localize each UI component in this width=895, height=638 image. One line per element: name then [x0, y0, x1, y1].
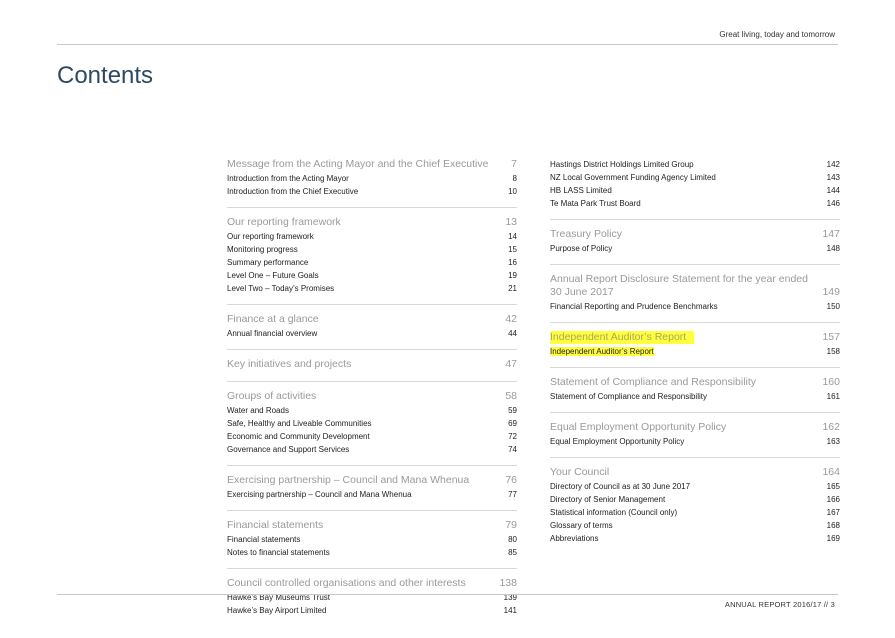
- toc-section-title: Our reporting framework: [227, 216, 341, 228]
- toc-entry[interactable]: [227, 591, 517, 604]
- footer-page-label: ANNUAL REPORT 2016/17 // 3: [724, 600, 835, 609]
- toc-entry-label: Our reporting framework: [227, 232, 314, 241]
- toc-entry[interactable]: [550, 480, 840, 493]
- toc-entry-label: Abbreviations: [550, 534, 599, 543]
- toc-entry[interactable]: [227, 185, 517, 198]
- toc-section-title: Groups of activities: [227, 390, 317, 402]
- toc-entry[interactable]: [227, 327, 517, 340]
- toc-entry[interactable]: [227, 269, 517, 282]
- toc-entry-page: 158: [826, 347, 840, 356]
- toc-section-heading[interactable]: [227, 216, 517, 229]
- toc-section: [227, 568, 517, 626]
- toc-entry-label: NZ Local Government Funding Agency Limited: [550, 173, 716, 182]
- toc-section-title: Equal Employment Opportunity Policy: [550, 421, 727, 433]
- toc-section-title: Exercising partnership – Council and Mana Whenua: [227, 474, 470, 486]
- toc-section: [550, 322, 840, 367]
- toc-section: [227, 349, 517, 381]
- toc-section-title: Council controlled organisations and other interests: [227, 577, 466, 589]
- toc-entry[interactable]: [227, 430, 517, 443]
- toc-entry[interactable]: [227, 230, 517, 243]
- toc-entry-label: Economic and Community Development: [227, 432, 370, 441]
- toc-entry-page: 80: [508, 535, 517, 544]
- toc-entry-page: 167: [826, 508, 840, 517]
- toc-section-heading[interactable]: [227, 390, 517, 403]
- toc-section-heading[interactable]: [227, 519, 517, 532]
- toc-entry[interactable]: [227, 256, 517, 269]
- toc-entry-label: Independent Auditor’s Report: [550, 347, 654, 356]
- toc-section-heading[interactable]: [550, 376, 840, 389]
- toc-section-page: 76: [505, 474, 517, 486]
- toc-entry[interactable]: [550, 184, 840, 197]
- toc-entry-label: Notes to financial statements: [227, 548, 330, 557]
- toc-entry[interactable]: [227, 604, 517, 617]
- toc-section-title: Treasury Policy: [550, 228, 622, 240]
- toc-section-title: Financial statements: [227, 519, 324, 531]
- toc-section: [550, 264, 840, 322]
- toc-entry[interactable]: [227, 546, 517, 559]
- toc-section: [227, 304, 517, 349]
- toc-entry-page: 143: [826, 173, 840, 182]
- toc-entry-label: Annual financial overview: [227, 329, 318, 338]
- toc-section-page: 138: [499, 577, 517, 589]
- toc-entry-page: 44: [508, 329, 517, 338]
- toc-entry-label: Safe, Healthy and Liveable Communities: [227, 419, 372, 428]
- toc-section: [550, 367, 840, 412]
- toc-section: [227, 207, 517, 304]
- toc-section-page: 47: [505, 358, 517, 370]
- toc-section-title: Finance at a glance: [227, 313, 319, 325]
- toc-section-heading[interactable]: [227, 577, 517, 590]
- toc-entry-label: Statement of Compliance and Responsibility: [550, 392, 707, 401]
- toc-entry-label: Governance and Support Services: [227, 445, 350, 454]
- toc-entry-page: 8: [512, 174, 517, 183]
- toc-entry[interactable]: [550, 197, 840, 210]
- toc-section-page: 164: [822, 466, 840, 478]
- toc-entry-label: Introduction from the Acting Mayor: [227, 174, 349, 183]
- toc-entry-page: 166: [826, 495, 840, 504]
- toc-entry-page: 142: [826, 160, 840, 169]
- toc-section: [550, 158, 840, 219]
- toc-entry-page: 16: [508, 258, 517, 267]
- toc-section-heading[interactable]: [227, 358, 517, 371]
- toc-entry-page: 144: [826, 186, 840, 195]
- toc-entry[interactable]: [550, 519, 840, 532]
- toc-entry[interactable]: [550, 390, 840, 403]
- toc-section: [227, 158, 517, 207]
- toc-entry-label: Hawke’s Bay Museums Trust: [227, 593, 330, 602]
- toc-entry[interactable]: [550, 158, 840, 171]
- toc-entry-label: Financial Reporting and Prudence Benchmarks: [550, 302, 718, 311]
- toc-entry-label: Summary performance: [227, 258, 309, 267]
- toc-entry[interactable]: [227, 282, 517, 295]
- toc-entry-page: 10: [508, 187, 517, 196]
- toc-entry-label: Financial statements: [227, 535, 301, 544]
- toc-entry[interactable]: [550, 435, 840, 448]
- toc-entry-label: Hastings District Holdings Limited Group: [550, 160, 694, 169]
- toc-section-heading[interactable]: [227, 313, 517, 326]
- toc-entry[interactable]: [550, 345, 840, 358]
- toc-section-page: 149: [822, 286, 840, 298]
- toc-entry[interactable]: [227, 243, 517, 256]
- toc-entry-page: 14: [508, 232, 517, 241]
- toc-section-heading[interactable]: [227, 474, 517, 487]
- toc-entry-label: Hawke’s Bay Airport Limited: [227, 606, 327, 615]
- toc-entry-label: Monitoring progress: [227, 245, 298, 254]
- toc-entry-page: 141: [503, 606, 517, 615]
- toc-entry[interactable]: [227, 533, 517, 546]
- toc-entry-label: Water and Roads: [227, 406, 289, 415]
- toc-entry-page: 161: [826, 392, 840, 401]
- toc-entry[interactable]: [227, 443, 517, 456]
- toc-section-page: 58: [505, 390, 517, 402]
- toc-entry-page: 74: [508, 445, 517, 454]
- toc-entry-label: Exercising partnership – Council and Mana Whenua: [227, 490, 412, 499]
- toc-entry-page: 169: [826, 534, 840, 543]
- toc-section-title: Annual Report Disclosure Statement for the year ended 30 June 2017: [550, 273, 808, 298]
- toc-entry-page: 163: [826, 437, 840, 446]
- toc-entry[interactable]: [550, 300, 840, 313]
- toc-entry-page: 85: [508, 548, 517, 557]
- toc-entry-label: Statistical information (Council only): [550, 508, 678, 517]
- toc-entry-label: HB LASS Limited: [550, 186, 612, 195]
- toc-entry[interactable]: [227, 404, 517, 417]
- toc-entry-page: 150: [826, 302, 840, 311]
- toc-section: [227, 465, 517, 510]
- toc-entry-label: Equal Employment Opportunity Policy: [550, 437, 685, 446]
- toc-entry[interactable]: [227, 172, 517, 185]
- toc-entry-label: Level One – Future Goals: [227, 271, 319, 280]
- toc-section-title: Your Council: [550, 466, 610, 478]
- toc-section: [227, 381, 517, 465]
- toc-entry[interactable]: [550, 242, 840, 255]
- toc-entry-page: 148: [826, 244, 840, 253]
- toc-entry-page: 165: [826, 482, 840, 491]
- toc-entry-label: Te Mata Park Trust Board: [550, 199, 641, 208]
- toc-entry-page: 77: [508, 490, 517, 499]
- toc-section: [550, 457, 840, 554]
- toc-section: [550, 412, 840, 457]
- toc-section-title: Statement of Compliance and Responsibility: [550, 376, 757, 388]
- toc-entry[interactable]: [550, 171, 840, 184]
- toc-entry-page: 21: [508, 284, 517, 293]
- toc-entry-label: Directory of Senior Management: [550, 495, 666, 504]
- toc-entry-page: 19: [508, 271, 517, 280]
- toc-entry-label: Level Two – Today’s Promises: [227, 284, 335, 293]
- toc-entry[interactable]: [550, 506, 840, 519]
- toc-entry-page: 146: [826, 199, 840, 208]
- toc-section-title: Message from the Acting Mayor and the Chief Executive: [227, 158, 489, 170]
- toc-entry-page: 72: [508, 432, 517, 441]
- toc-entry[interactable]: [227, 488, 517, 501]
- toc-entry[interactable]: [550, 532, 840, 545]
- toc-entry-label: Glossary of terms: [550, 521, 613, 530]
- toc-section-page: 42: [505, 313, 517, 325]
- toc-entry-page: 69: [508, 419, 517, 428]
- toc-entry[interactable]: [550, 493, 840, 506]
- toc-section-heading[interactable]: [550, 273, 840, 299]
- header-divider: [57, 44, 838, 45]
- toc-section-page: 13: [505, 216, 517, 228]
- toc-section: [227, 510, 517, 568]
- toc-section-heading[interactable]: [550, 331, 840, 344]
- toc-section-heading[interactable]: [550, 466, 840, 479]
- toc-section-page: 162: [822, 421, 840, 433]
- toc-right-column: [550, 158, 840, 554]
- page-title: Contents: [57, 62, 154, 89]
- toc-section-title: Independent Auditor’s Report: [550, 331, 694, 344]
- toc-entry-page: 15: [508, 245, 517, 254]
- toc-entry-page: 139: [503, 593, 517, 602]
- toc-entry-page: 168: [826, 521, 840, 530]
- toc-entry-label: Introduction from the Chief Executive: [227, 187, 359, 196]
- toc-section-page: 79: [505, 519, 517, 531]
- toc-section-page: 157: [822, 331, 840, 343]
- toc-section-heading[interactable]: [550, 228, 840, 241]
- toc-section-page: 147: [822, 228, 840, 240]
- toc-section-page: 7: [511, 158, 517, 170]
- footer-divider: [57, 594, 838, 595]
- toc-entry-label: Purpose of Policy: [550, 244, 613, 253]
- toc-section: [550, 219, 840, 264]
- toc-left-column: [227, 158, 517, 626]
- header-tagline: Great living, today and tomorrow: [719, 30, 835, 39]
- toc-entry-page: 59: [508, 406, 517, 415]
- toc-entry-label: Directory of Council as at 30 June 2017: [550, 482, 691, 491]
- toc-section-heading[interactable]: [227, 158, 517, 171]
- toc-section-page: 160: [822, 376, 840, 388]
- toc-section-title: Key initiatives and projects: [227, 358, 352, 370]
- toc-entry[interactable]: [227, 417, 517, 430]
- toc-section-heading[interactable]: [550, 421, 840, 434]
